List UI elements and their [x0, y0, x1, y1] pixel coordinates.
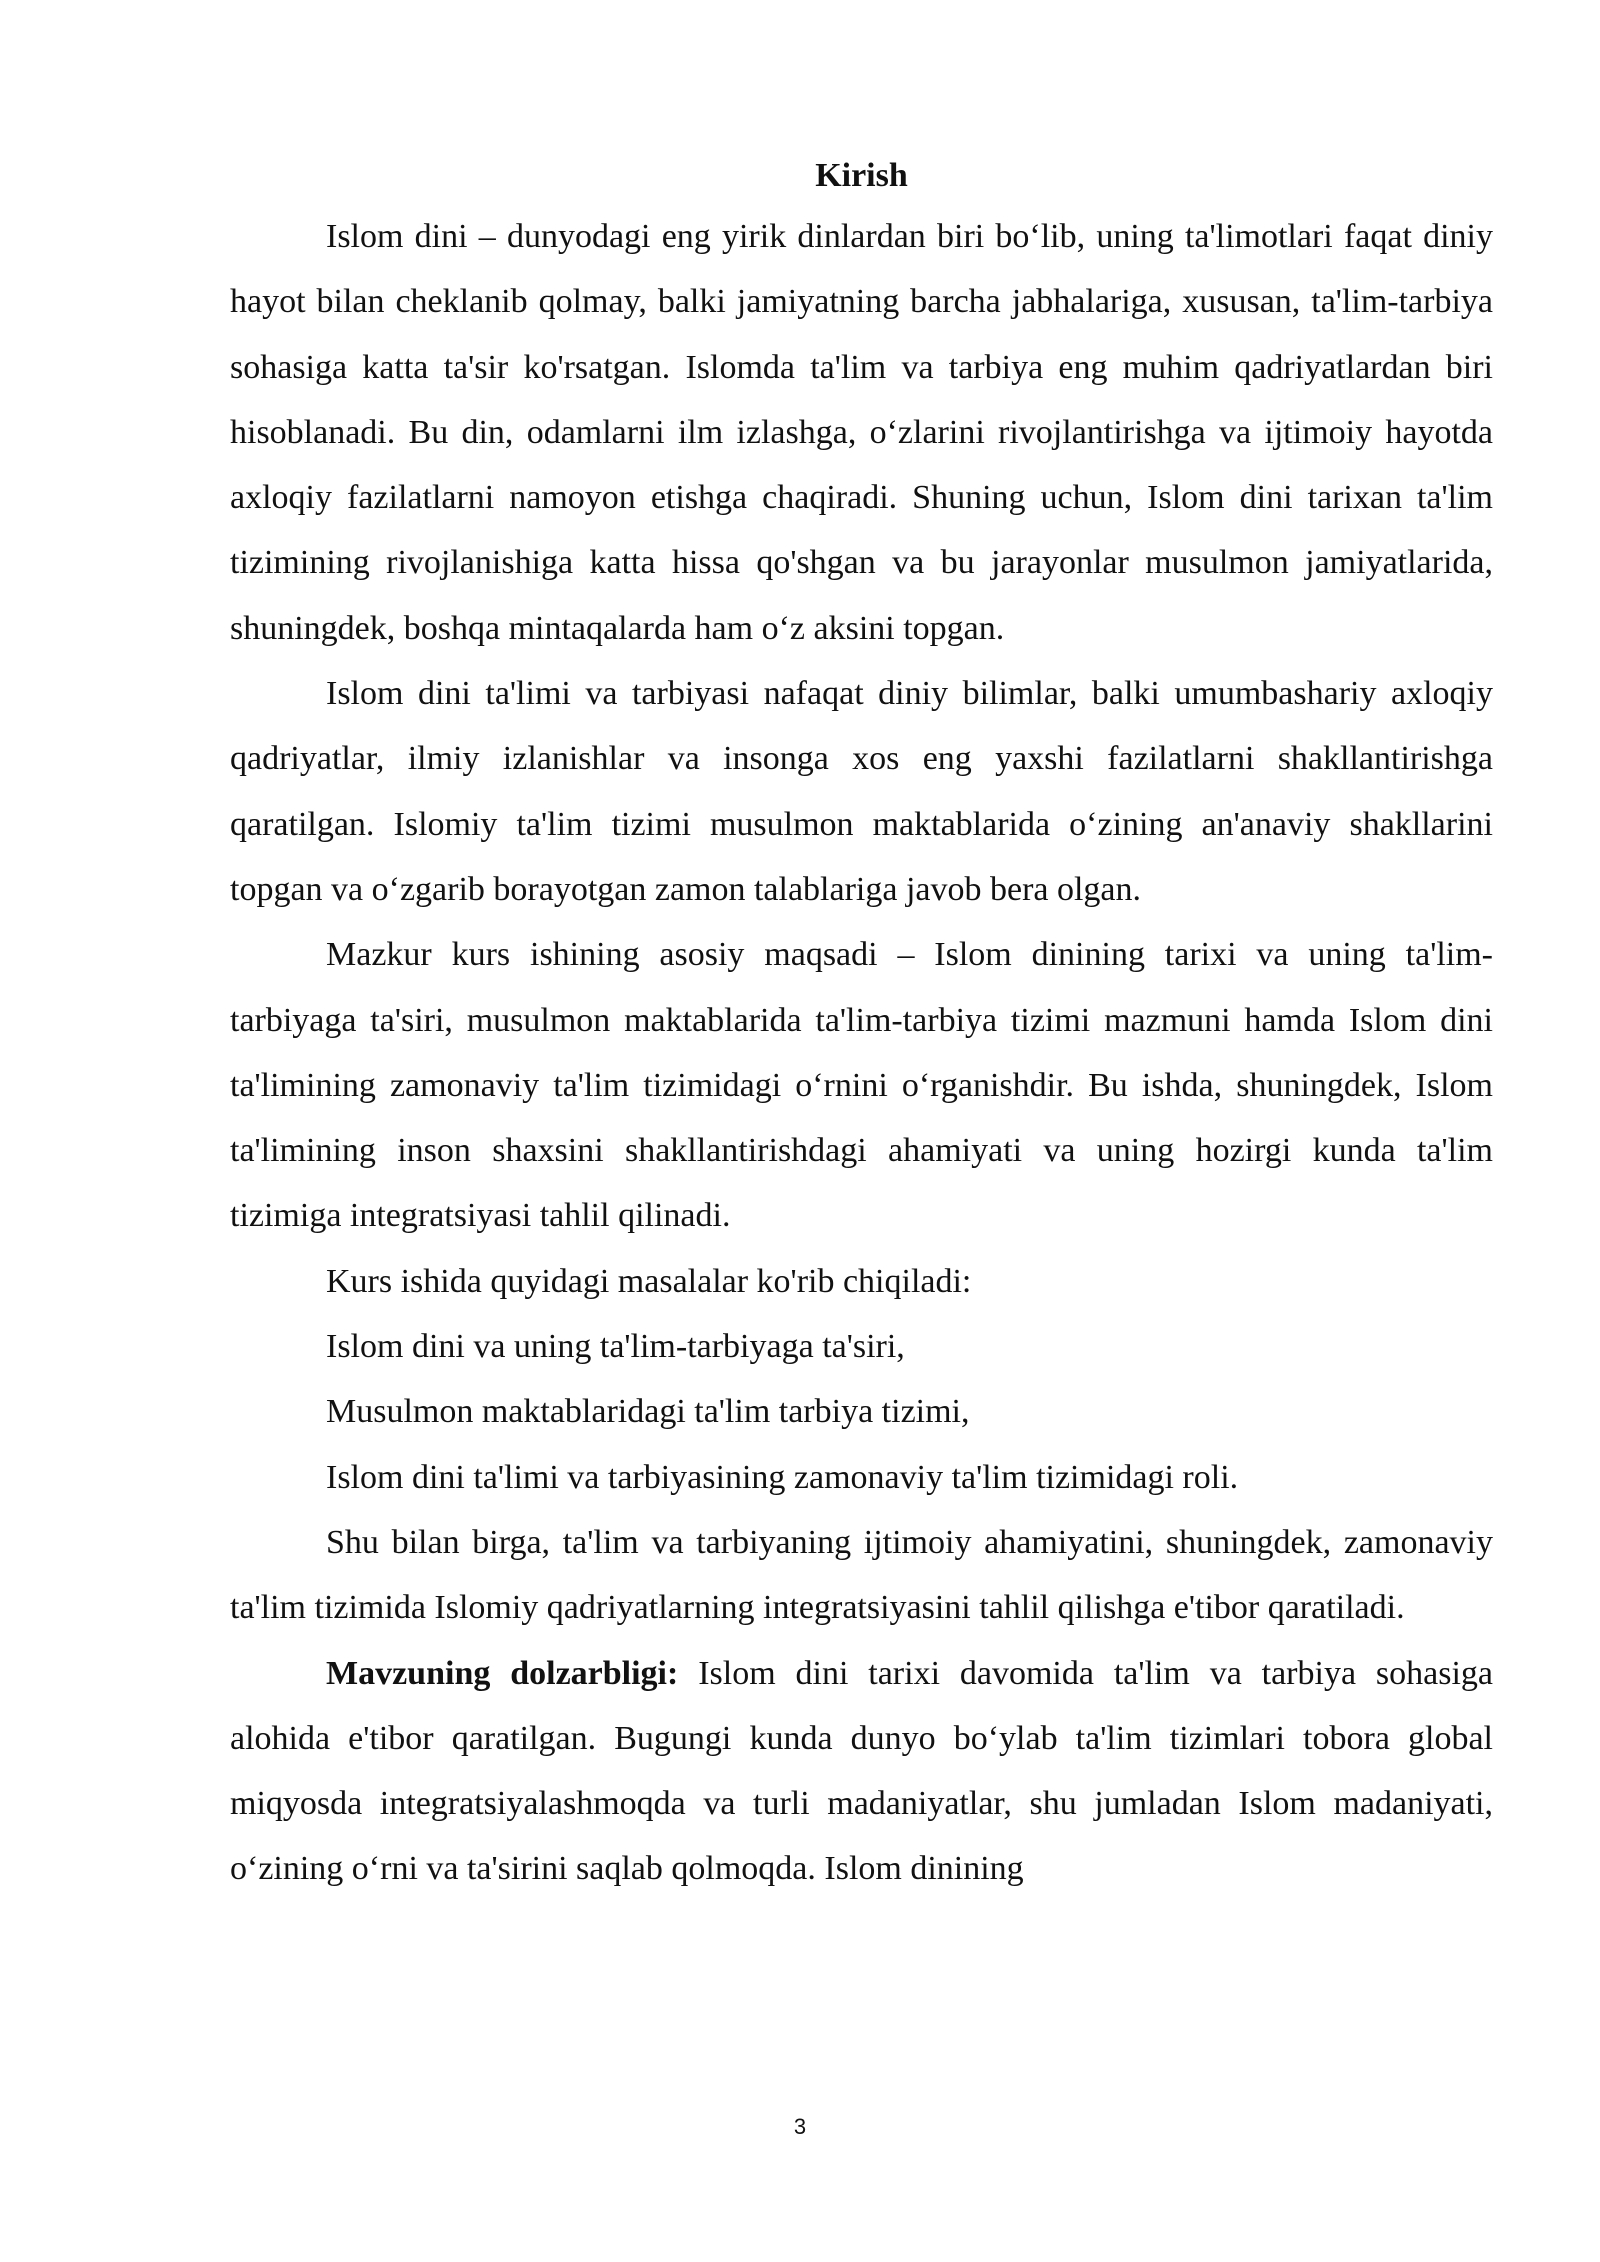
intro-paragraph-2: Islom dini ta'limi va tarbiyasi nafaqat diniy bilimlar, balki umumbashariy axloqiy qadriyatlar, ilmiy izlanishlar va insonga xos eng yaxshi fazilatlarni shakllantirishga qaratilgan. Islomiy ta'lim tizimi musulmon maktablarida o‘zining an'anaviy shakllarini topgan va o‘zgarib borayotgan zamon talablariga javob bera olgan.: [230, 675, 1493, 908]
relevance-paragraph: [230, 1641, 1493, 1902]
list-item: Musulmon maktablaridagi ta'lim tarbiya tizimi,: [326, 1393, 970, 1431]
aim-paragraph: Mazkur kurs ishining asosiy maqsadi – Islom dinining tarixi va uning ta'lim-tarbiyaga ta'siri, musulmon maktablarida ta'lim-tarbiya tizimi mazmuni hamda Islom dini ta'limining zamonaviy ta'lim tizimidagi o‘rnini o‘rganishdir. Bu ishda, shuningdek, Islom ta'limining inson shaxsini shakllantirishdagi ahamiyati va uning hozirgi kunda ta'lim tizimiga integratsiyasi tahlil qilinadi.: [230, 936, 1493, 1235]
section-title: Kirish: [815, 157, 908, 194]
intro-paragraph-1: Islom dini – dunyodagi eng yirik dinlardan biri bo‘lib, uning ta'limotlari faqat diniy hayot bilan cheklanib qolmay, balki jamiyatning barcha jabhalariga, xususan, ta'lim-tarbiya sohasiga katta ta'sir ko'rsatgan. Islomda ta'lim va tarbiya eng muhim qadriyatlardan biri hisoblanadi. Bu din, odamlarni ilm izlashga, o‘zlarini rivojlantirishga va ijtimoiy hayotda axloqiy fazilatlarni namoyon etishga chaqiradi. Shuning uchun, Islom dini tarixan ta'lim tizimining rivojlanishiga katta hissa qo'shgan va bu jarayonlar musulmon jamiyatlarida, shuningdek, boshqa mintaqalarda ham o‘z aksini topgan.: [230, 218, 1493, 647]
relevance-text: Islom dini tarixi davomida ta'lim va tarbiya sohasiga alohida e'tibor qaratilgan. Bugungi kunda dunyo bo‘ylab ta'lim tizimlari tobora global miqyosda integratsiyalashmoqda va turli madaniyatlar, shu jumladan Islom madaniyati, o‘zining o‘rni va ta'sirini saqlab qolmoqda. Islom dinining: [230, 1654, 1494, 1888]
page-number: 3: [793, 2114, 807, 2139]
closing-paragraph: Shu bilan birga, ta'lim va tarbiyaning ijtimoiy ahamiyatini, shuningdek, zamonaviy ta'lim tizimida Islomiy qadriyatlarning integratsiyasini tahlil qilishga e'tibor qaratiladi.: [230, 1523, 1493, 1627]
list-item: Islom dini ta'limi va tarbiyasining zamonaviy ta'lim tizimidagi roli.: [326, 1458, 1239, 1496]
list-intro: Kurs ishida quyidagi masalalar ko'rib chiqiladi:: [326, 1262, 972, 1300]
relevance-heading: Mavzuning dolzarbligi:: [326, 1654, 679, 1692]
list-item: Islom dini va uning ta'lim-tarbiyaga ta'siri,: [326, 1328, 905, 1366]
document-body: [230, 148, 1493, 1902]
